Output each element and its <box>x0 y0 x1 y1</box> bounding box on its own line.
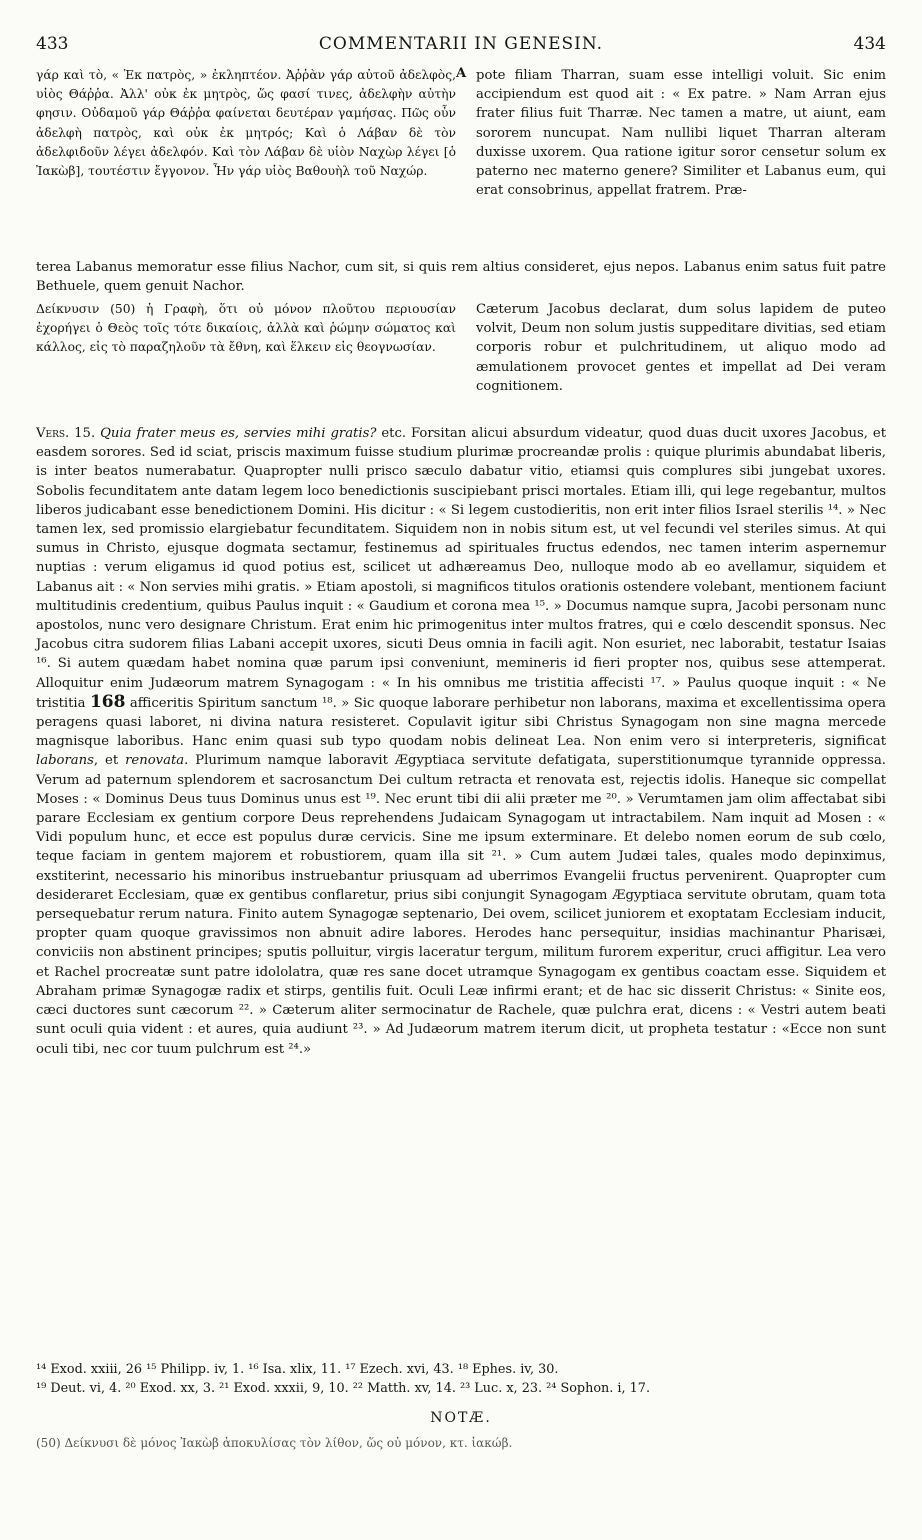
footnote-line: ¹⁴ Exod. xxiii, 26 ¹⁵ Philipp. iv, 1. ¹⁶ Isa. xlix, 11. ¹⁷ Ezech. xvi, 43. ¹⁸ Ephes. iv, 30. <box>36 1362 559 1377</box>
word-laborans: laborans <box>36 753 94 769</box>
main-commentary <box>36 424 886 1059</box>
footnote-line: ¹⁹ Deut. vi, 4. ²⁰ Exod. xx, 3. ²¹ Exod. xxxii, 9, 10. ²² Matth. xv, 14. ²³ Luc. x, 23. ²⁴ Sophon. i, 17. <box>36 1381 651 1396</box>
column-number-168: 168 <box>89 691 126 712</box>
page-number-right: 434 <box>853 34 886 54</box>
footnotes <box>36 1360 886 1398</box>
spanning-line <box>36 258 886 296</box>
column-marker: A <box>456 66 467 81</box>
spanning-text: terea Labanus memoratur esse filius Nachor, cum sit, si quis rem altius consideret, ejus nepos. Labanus enim satus fuit patre Bethuele, quem genuit Nachor. <box>36 260 886 295</box>
notae-heading: NOTÆ. <box>430 1410 492 1426</box>
greek-text: γάρ καὶ τὸ, « Ἐκ πατρὸς, » ἐκληπτέον. Ἀῤῥὰν γάρ αὐτοῦ ἀδελφὸς, υἱὸς Θάῤῥα. Ἀλλ' οὐκ ἐκ μητρὸς, ὥς φασί τινες, ἀδελφὴν αὐτὴν φησιν. Οὐδαμοῦ γάρ Θάῤῥα φαίνεται δευτέραν γαμήσας. Πῶς οὖν ἀδελφὴ πατρὸς, καὶ οὐκ ἐκ μητρός; Καὶ ὁ Λάβαν δὲ τὸν ἀδελφιδοῦν λέγει ἀδελφόν. Καὶ τὸν Λάβαν δὲ υἱὸν Ναχὼρ λέγει [ὁ Ἰακὼβ], τουτέστιν ἔγγονον. Ἦν γάρ υἱὸς Βαθουὴλ τοῦ Ναχώρ. <box>36 68 456 179</box>
latin-column-mid <box>476 300 886 396</box>
commentary-text: . Plurimum namque laboravit Ægyptiaca servitute defatigata, superstitionumque tyrannide oppressa. Verum ad paternum splendorem et sacrosanctum Dei cultum retracta et renovata est, rejectis idolis. Haneque sic compellat Moses : « Dominus Deus tuus Dominus unus est ¹⁹. Nec erunt tibi dii alii præter me ²⁰. » Verumtamen jam olim affectabat sibi parare Ecclesiam ex gentium corpore Deus reprehendens Judaicam Synagogam ut intractabilem. Nam inquit ad Mosen : « Vidi populum hunc, et ecce est populus duræ cervicis. Sine me ipsum exterminare. Et delebo nomen eorum de sub cœlo, teque faciam in gentem majorem et robustiorem, quam illa sit ²¹. » Cum autem Judæi tales, quales modo depinximus, exstiterint, necessario his minoribus instruebantur priusquam ad uberrimos Evangelii fructus pervenirent. Quapropter cum desideraret Ecclesiam, quæ ex gentibus conflaretur, prius sibi conjungit Synagogam Ægyptiaca servitute obrutam, quam tota persequebatur rerum natura. Finito autem Synagogæ septenario, Dei ovem, scilicet juniorem et exoptatam Ecclesiam inducit, propter quam quoque gravissimos non abnuit adire labores. Herodes hanc persequitur, insidias machinantur Pharisæi, conviciis non abstinent principes; sputis polluitur, virgis laceratur tergum, militum furorem experitur, cruci affigitur. Lea vero et Rachel procreatæ sunt patre idololatra, quæ res sane docet utramque Synagogam ex gentibus coactam esse. Siquidem et Abraham primæ Synagogæ radix et stirps, gentilis fuit. Oculi Leæ infirmi erant; et de hac sic disserit Christus: « Sinite eos, cæci ductores sunt cæcorum ²². » Cæterum aliter sermocinatur de Rachele, quæ pulchra erat, dicens : « Vestri autem beati sunt oculi quia vident : et aures, quia audiunt ²³. » Ad Judæorum matrem iterum dicit, ut propheta testatur : «Ecce non sunt oculi tibi, nec cor tuum pulchrum est ²⁴.» <box>36 753 886 1057</box>
latin-column-top <box>476 66 886 200</box>
latin-text: pote filiam Tharran, suam esse intelligi voluit. Sic enim accipiendum est quod ait : « Ex patre. » Nam Arran ejus frater filius fuit Tharræ. Nec tamen a matre, ut aiunt, eam sororem nuncupat. Nam nullibi liquet Tharran alteram duxisse uxorem. Qua ratione igitur soror censetur solum ex paterno nec materno genere? Similiter et Labanus eum, qui erat consobrinus, appellat fratrem. Præ- <box>476 68 886 199</box>
commentary-paragraph <box>36 424 886 1059</box>
mid-columns <box>36 300 886 410</box>
top-columns <box>36 66 886 256</box>
commentary-text: etc. Forsitan alicui absurdum videatur, quod duas ducit uxores Jacobus, et easdem sorores. Sed id sciat, priscis maximum fuisse studium plurimæ procreandæ prolis : quique plurimis abundabat liberis, is inter beatos numerabatur. Quapropter nulli prisco sæculo dabatur vitio, etiamsi quis complures sibi jungebat uxores. Sobolis fecunditatem ante datam legem loco benedictionis suscipiebant prisci mortales. Etiam illi, qui lege regebantur, multos liberos judicabant esse benedictionem Domini. His dicitur : « Si legem custodieritis, non erit inter filios Israel sterilis ¹⁴. » Nec tamen lex, sed promissio elargiebatur fecunditatem. Siquidem non in nobis situm est, ut vel fecundi vel steriles simus. At qui sumus in Christo, ejusque dogmata sectamur, festinemus ad spirituales fructus edendos, nec tamen interim aspernemur nuptias : verum eligamus id quod potius est, scilicet ut adhæreamus Deo, nulloque modo ab eo avellamur, siquidem et Labanus ait : « Non servies mihi gratis. » Etiam apostoli, si magnificos titulos orationis ostendere volebant, mentionem faciunt multitudinis credentium, quibus Paulus inquit : « Gaudium et corona mea ¹⁵. » Documus namque supra, Jacobi personam nunc apostolos, nunc vero designare Christum. Erat enim hic primogenitus inter multos fratres, qui e cœlo descendit sponsus. Nec Jacobus citra sudorem filias Labani accepit uxores, sicuti Deus omnia in facili agit. Non esuriet, nec laborabit, testatur Isaias ¹⁶. Si autem quædam habet nomina quæ parum ipsi conveniunt, memineris id fieri propter nos, quibus sese attemperat. Alloquitur enim Judæorum matrem Synagogam : « In his omnibus me tristitia affecisti ¹⁷. » Paulus quoque inquit : « Ne tristitia <box>36 426 887 711</box>
notae-text: (50) Δείκνυσι δὲ μόνος Ἰακὼβ ἀποκυλίσας τὸν λίθον, ὥς οὐ μόνον, κτ. ἰακώβ. <box>36 1436 513 1450</box>
running-title: COMMENTARII IN GENESIN. <box>318 34 604 54</box>
verse-label: Vers. 15. <box>36 426 96 441</box>
word-renovata: renovata <box>125 753 185 769</box>
page-number-left: 433 <box>36 34 69 54</box>
page-header <box>36 34 886 58</box>
greek-text: Δείκνυσιν (50) ἡ Γραφὴ, ὅτι οὐ μόνον πλοῦτου περιουσίαν ἐχορήγει ὁ Θεὸς τοῖς τότε δικαίοις, ἀλλὰ καὶ ῥώμην σώματος καὶ κάλλος, εἰς τὸ παραζηλοῦν τὰ ἔθνη, καὶ ἕλκειν εἰς θεογνωσίαν. <box>36 302 456 355</box>
latin-text: Cæterum Jacobus declarat, dum solus lapidem de puteo volvit, Deum non solum justis suppeditare divitias, sed etiam corporis robur et pulchritudinem, ut aliquo modo ad æmulationem provocet gentes et impellat ad Dei veram cognitionem. <box>476 302 886 394</box>
greek-column-mid <box>36 300 456 358</box>
verse-quote: Quia frater meus es, servies mihi gratis? <box>100 426 377 441</box>
commentary-text: afficeritis Spiritum sanctum ¹⁸. » Sic quoque laborare perhibetur non laborans, maxima et excellentissima opera peragens quasi laboret, ni divina natura resisteret. Copulavit igitur sibi Christus Synagogam non sine magna mercede magnisque laboribus. Hanc enim quasi sub typo quodam nobis delineat Lea. Non enim vero si interpreteris, significat <box>36 695 886 750</box>
conjunction: , et <box>93 753 119 769</box>
greek-column-top <box>36 66 456 181</box>
